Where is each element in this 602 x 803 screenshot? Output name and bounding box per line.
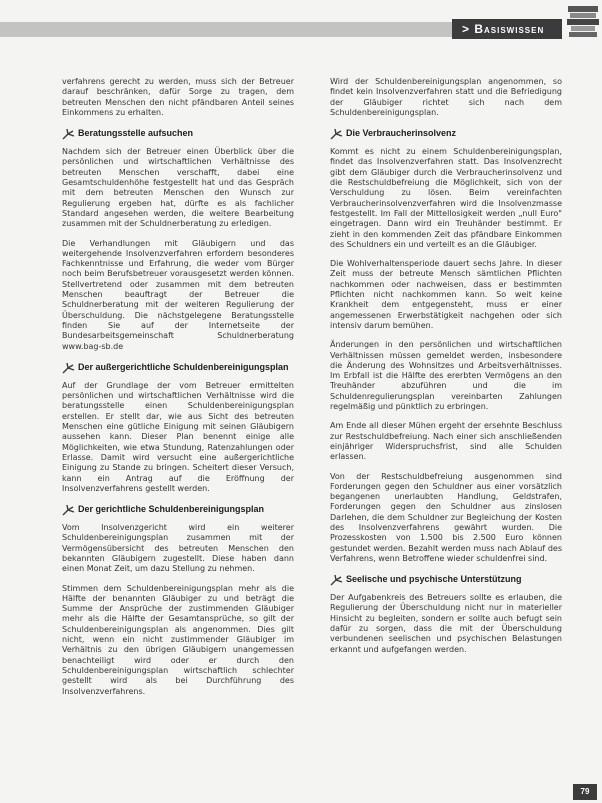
- section-heading: [62, 362, 294, 374]
- heading-gerichtlich: Der gerichtliche Schuldenbereinigungsplan: [78, 504, 265, 515]
- heading-verbraucherinsolvenz: Die Verbraucherinsolvenz: [346, 128, 457, 139]
- header-rule: [0, 22, 462, 37]
- paragraph: Änderungen in den persönlichen und wirtschaftlichen Verhältnissen müssen gemeldet werden, insbesondere die Änderung des Wohnsitzes und Arbeitsverhältnisses. Im Erbfall ist die Hälfte des ererbten Vermögens an den Treuhänder abzuführen und die im Schuldenregulierungsplan vereinbarten Zahlungen regelmäßig und pünktlich zu erbringen.: [330, 340, 562, 412]
- section-heading: [330, 128, 562, 140]
- paragraph: Stimmen dem Schuldenbereinigungsplan mehr als die Hälfte der benannten Gläubiger zu und beträgt die Summe der Ansprüche der zustimmenden Gläubiger mehr als die Hälfte der Gesamtansprüche, so gilt der Schuldenbereinigungsplan als angenommen. Dies gilt nicht, wenn ein nicht zustimmender Gläubiger im Verhältnis zu den übrigen Gläubigern unangemessen benachteiligt wird oder er durch den Schuldenbereinigungsplan wirtschaftlich schlechter gestellt wird als bei Durchführung des Insolvenzverfahrens.: [62, 583, 294, 696]
- paragraph: Kommt es nicht zu einem Schuldenbereinigungsplan, findet das Insolvenzverfahren statt. Das Insolvenzrecht gibt dem Gläubiger durch die Verbraucherinsolvenz und die Restschuldbefreiung die Möglichkeit, sich von der Verschuldung zu lösen. Beim vereinfachten Verbraucherinsolvenzverfahren wird die Insolvenzmasse festgestellt. Im Fall der Mittellosigkeit werden „null Euro" eingetragen. Dann wird ein Treuhänder bestimmt. Er zieht in den kommenden Zeit das pfändbare Einkommen des Schuldners ein und verteilt es an die Gläubiger.: [330, 147, 562, 249]
- heading-aussergerichtlich: Der außergerichtliche Schuldenbereinigungsplan: [78, 361, 289, 372]
- paragraph: Auf der Grundlage der vom Betreuer ermittelten persönlichen und wirtschaftlichen Verhältnisse wird die beratungsstelle einen Schuldenbereinigungsplan erstellen. Er stellt dar, wie aus Sicht des betreuten Menschen eine gütliche Einigung mit seinen Gläubigern aussehen kann. Dieser Plan benennt einige alle Möglichkeiten, wie etwa Stundung, Ratenzahlungen oder Erlasse. Damit wird versucht eine außergerichtliche Einigung zu Stande zu bringen. Scheitert dieser Versuch, kann ein Antrag auf die Eröffnung der Insolvenzverfahrens gestellt werden.: [62, 380, 294, 493]
- paragraph: Der Aufgabenkreis des Betreuers sollte es erlauben, die Regulierung der Überschuldung nicht nur in materieller Hinsicht zu begleiten, sondern er sollte auch befugt sein dafür zu sorgen, dass die mit der Überschuldung verbundenen seelischen und psychischen Belastungen erkannt und aufgefangen werden.: [330, 593, 562, 654]
- left-column: [62, 77, 294, 706]
- section-marker-icon: [330, 574, 344, 586]
- heading-seelisch: Seelische und psychische Unterstützung: [346, 574, 522, 585]
- paragraph: Vom Insolvenzgericht wird ein weiterer Schuldenbereinigungsplan zusammen mit der Vermögensübersicht des betreuten Menschen den bekannten Gläubigern zugestellt. Diese haben dann einen Monat Zeit, um dazu Stellung zu nehmen.: [62, 523, 294, 574]
- section-label: > Basiswissen: [452, 19, 562, 39]
- section-marker-icon: [62, 128, 76, 140]
- paragraph: Die Wohlverhaltensperiode dauert sechs Jahre. In dieser Zeit muss der betreute Mensch sämtlichen Pflichten nachkommen oder nachweisen, dass er bestimmten Pflichten nicht nachkommen kann. So weit keine Krankheit dem entgegensteht, muss er einer angemessenen Erwerbstätigkeit nachgehen oder sich intensiv darum bemühen.: [330, 259, 562, 330]
- section-heading: [62, 504, 294, 516]
- page-header: [0, 0, 602, 40]
- section-heading: [330, 574, 562, 586]
- paragraph: verfahrens gerecht zu werden, muss sich der Betreuer darauf beschränken, dafür Sorge zu tragen, dem betreuten Menschen den nicht pfändbaren Anteil seines Einkommens zu erhalten.: [62, 77, 294, 117]
- paragraph: Die Verhandlungen mit Gläubigern und das weitergehende Insolvenzverfahren erfordern besonderes Fachkenntnisse und Erfahrung, die weder vom Bürger noch beim Berufsbetreuer vorausgesetzt werden können. Stellvertretend oder zusammen mit dem betreuten Menschen beauftragt der Betreuer die Schuldnerberatung mit der weiteren Regulierung der Überschuldung. Die nächstgelegene Beratungsstelle finden Sie auf der Internetseite der Bundesarbeitsgemeinschaft Schuldnerberatung www.bag-sb.de: [62, 238, 294, 351]
- paragraph: Am Ende all dieser Mühen ergeht der ersehnte Beschluss zur Restschuldbefreiung. Nach einer sich anschließenden einjähriger Widerspruchsfrist, sind alle Schulden erlassen.: [330, 421, 562, 462]
- paragraph: Nachdem sich der Betreuer einen Überblick über die persönlichen und wirtschaftlichen Verhältnisse des betreuten Menschen verschafft, dabei eine Gesamtschuldenhöhe festgestellt hat und das Gespräch mit dem betreuten Menschen den Wunsch zur Regulierung ergeben hat, dürfte es als fachlicher Standard angesehen werden, die weitere Bearbeitung zusammen mit der Schuldnerberatung zu erledigen.: [62, 147, 294, 229]
- section-marker-icon: [62, 504, 76, 516]
- page-number: 79: [573, 784, 597, 800]
- section-heading: [62, 128, 294, 140]
- section-marker-icon: [330, 128, 344, 140]
- paragraph: Von der Restschuldbefreiung ausgenommen sind Forderungen gegen den Schuldner aus einer vorsätzlich begangenen unerlaubten Handlung, Geldstrafen, Forderungen gegen den Schuldner aus zinslosen Darlehen, die dem Schuldner zur Begleichung der Kosten des Insolvenzverfahrens gewährt wurden. Die Prozesskosten von 1.500 bis 2.500 Euro können gestundet werden. Bezahlt werden muss nach Ablauf des Verfahrens, wenn Betroffene wieder schuldenfrei sind.: [330, 471, 562, 563]
- right-column: [330, 77, 562, 664]
- book-stack-icon: [566, 0, 600, 38]
- section-marker-icon: [62, 362, 76, 374]
- paragraph: Wird der Schuldenbereinigungsplan angenommen, so findet kein Insolvenzverfahren statt und die Befriedigung der Gläubiger richtet sich nach dem Schuldenbereinigungsplan.: [330, 77, 562, 117]
- heading-beratungsstelle: Beratungsstelle aufsuchen: [78, 128, 194, 139]
